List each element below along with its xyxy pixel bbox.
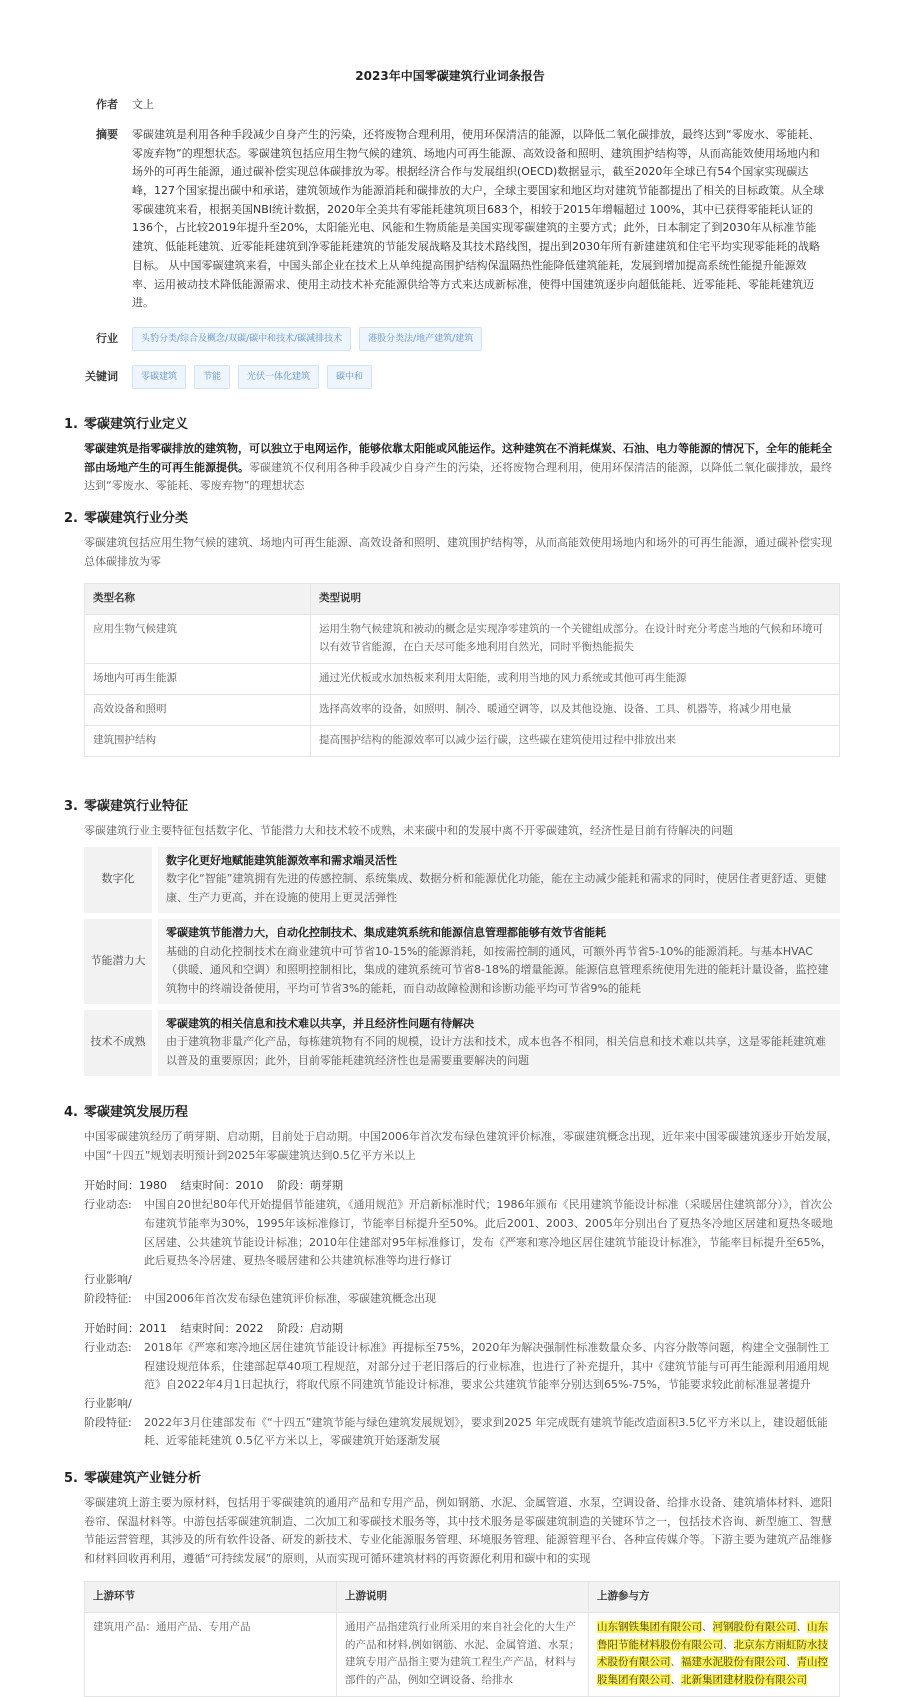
stage-dynamics bbox=[84, 1196, 840, 1271]
section-title: 零碳建筑行业定义 bbox=[84, 417, 189, 432]
upstream-link: 建筑用产品：通用产品、专用产品 bbox=[85, 1612, 337, 1696]
participant-company[interactable]: 山东钢铁集团有限公司 bbox=[597, 1620, 702, 1633]
stage-header bbox=[84, 1177, 840, 1196]
table-row bbox=[85, 615, 840, 664]
industry-tag[interactable]: 港股分类法/地产建筑/建筑 bbox=[359, 327, 482, 351]
section-title: 零碳建筑产业链分析 bbox=[84, 1471, 202, 1486]
feature-desc bbox=[158, 1010, 840, 1076]
history-body bbox=[84, 1128, 840, 1451]
section-number: 2. bbox=[64, 511, 78, 526]
stage-header bbox=[84, 1320, 840, 1339]
chain-text: 零碳建筑上游主要为原材料，包括用于零碳建筑的通用产品和专用产品，例如钢筋、水泥、金属管道、水泵，空调设备、给排水设备、建筑墙体材料、遮阳卷帘、保温材料等。中游包括零碳建筑制造、二次加工和零碳技术服务等，其中技术服务是零碳建筑制造的关键环节之一，包括技术咨询、新型施工、智慧节能运营管理，其涉及的所有软件设备、研发的新技术、专业化能源服务管理、环境服务管理、能源管理平台、各种宣传媒介等。下游主要为建筑产品维修和材料回收再利用，遵循“可持续发展”的原则，从而实现可循环建筑材料的再资源化利用和碳中和的实现 bbox=[84, 1496, 832, 1566]
type-desc: 通过光伏板或水加热板来利用太阳能，或利用当地的风力系统或其他可再生能源 bbox=[311, 664, 840, 695]
section-features bbox=[64, 796, 840, 1076]
feature-name: 技术不成熟 bbox=[84, 1010, 152, 1076]
classification-table bbox=[84, 583, 840, 756]
upstream-table bbox=[84, 1581, 840, 1697]
author-label: 作者 bbox=[96, 98, 118, 111]
feature-item bbox=[84, 847, 840, 913]
stage-feature bbox=[84, 1290, 840, 1309]
table-header-row bbox=[85, 1581, 840, 1612]
abstract-label: 摘要 bbox=[96, 128, 118, 141]
upstream-participants: 山东钢铁集团有限公司、河钢股份有限公司、山东鲁阳节能材料股份有限公司、北京东方雨虹防水技术股份有限公司、福建水泥股份有限公司、青山控股集团有限公司、北新集团建材股份有限公司 bbox=[589, 1612, 840, 1696]
definition-text bbox=[84, 440, 840, 496]
section-heading bbox=[64, 1468, 840, 1490]
type-name: 建筑围护结构 bbox=[85, 725, 311, 756]
section-number: 4. bbox=[64, 1105, 78, 1120]
industry-tag[interactable]: 头豹分类/综合及概念/双碳/碳中和技术/碳减排技术 bbox=[132, 327, 351, 351]
table-row bbox=[85, 664, 840, 695]
section-heading bbox=[64, 414, 840, 436]
section-industry-chain bbox=[64, 1468, 840, 1697]
keyword-tags bbox=[132, 365, 372, 389]
definition-bold: 零碳建筑是指零碳排放的建筑物，可以独立于电网运作，能够依靠太阳能或风能运作。这种建筑在不消耗煤炭、石油、电力等能源的情况下，全年的能耗全部由场地产生的可再生能源提供。 bbox=[84, 442, 832, 474]
feature-item bbox=[84, 1010, 840, 1076]
stage-dynamics-text: 中国自20世纪80年代开始提倡节能建筑，《通用规范》开启新标准时代；1986年颁布《民用建筑节能设计标准（采暖居住建筑部分）》，首次公布建筑节能率为30%，1995年该标准修订，节能率目标提升至50%。此后2001、2003、2005年分别出台了夏热冬冷地区居建和夏热冬暖地区居建、公共建筑节能设计标准；2010年住建部对95年标准修订，发布《严寒和寒冷地区居住建筑节能设计标准》，节能率目标提升至65%，此后夏热冬冷居建、夏热冬暖居建和公共建筑标准等均进行修订 bbox=[144, 1198, 833, 1268]
section-classification bbox=[64, 508, 840, 757]
stage-label: 阶段特征: bbox=[84, 1415, 132, 1429]
industry-tags bbox=[132, 327, 482, 351]
column-header: 类型名称 bbox=[85, 584, 311, 615]
section-definition bbox=[64, 414, 840, 496]
author-row bbox=[78, 96, 154, 115]
section-heading bbox=[64, 796, 840, 818]
stage-start: 开始时间：1980 bbox=[84, 1179, 167, 1193]
features-text: 零碳建筑行业主要特征包括数字化、节能潜力大和技术较不成熟，未来碳中和的发展中离不开零碳建筑，经济性是目前有待解决的问题 bbox=[84, 824, 733, 838]
stage-block bbox=[84, 1177, 840, 1308]
feature-name: 节能潜力大 bbox=[84, 919, 152, 1004]
abstract-text: 零碳建筑是利用各种手段减少自身产生的污染，还将废物合理利用，使用环保清洁的能源，以降低二氧化碳排放，最终达到“零废水、零能耗、零废弃物”的理想状态。零碳建筑包括应用生物气候的建筑、场地内可再生能源、高效设备和照明、建筑围护结构等，从而高能效使用场地内和场外的可再生能源，通过碳补偿实现总体碳排放为零。根据经济合作与发展组织(OECD)数据显示，截至2020年全球已有54个国家实现碳达峰，127个国家提出碳中和承诺，建筑领域作为能源消耗和碳排放的大户，全球主要国家和地区均对建筑节能都提出了相关的目标政策。从全球零碳建筑来看，根据美国NBI统计数据，2020年全美共有零能耗建筑项目683个，相较于2015年增幅超过 100%，其中已获得零能耗认证的136个，占比较2019年提升至20%，太阳能光电、风能和生物质能是美国实现零碳建筑的主要方式；此外，日本制定了到2030年从标准节能建筑、低能耗建筑、近零能耗建筑到净零能耗建筑的节能发展战略及其技术路线图，提出到2030年所有新建建筑和住宅平均实现零能耗的战略目标。 从中国零碳建筑来看，中国头部企业在技术上从单纯提高围护结构保温隔热性能降低建筑能耗，发展到增加提高系统性能提升能源效率、运用被动技术降低能源需求、使用主动技术补充能源供给等方式来达成新标准，使得中国建筑逐步向超低能耗、近零能耗、零能耗建筑迈进。 bbox=[132, 128, 824, 310]
column-header: 上游说明 bbox=[337, 1581, 589, 1612]
classification-body bbox=[84, 534, 840, 756]
participant-company[interactable]: 北京东方雨虹防水技术股份有限公司 bbox=[597, 1638, 828, 1669]
section-heading bbox=[64, 1102, 840, 1124]
stage-label: 行业影响/ bbox=[84, 1397, 132, 1411]
section-heading bbox=[64, 508, 840, 530]
stage-label: 阶段特征: bbox=[84, 1291, 132, 1305]
stage-phase: 阶段：萌芽期 bbox=[277, 1179, 343, 1193]
stage-label: 行业动态: bbox=[84, 1340, 132, 1354]
stage-dynamics bbox=[84, 1339, 840, 1395]
stage-block bbox=[84, 1320, 840, 1451]
feature-headline: 零碳建筑的相关信息和技术难以共享，并且经济性问题有待解决 bbox=[166, 1016, 474, 1030]
table-row bbox=[85, 725, 840, 756]
feature-headline: 数字化更好地赋能建筑能源效率和需求端灵活性 bbox=[166, 853, 397, 867]
stage-feature-text: 中国2006年首次发布绿色建筑评价标准，零碳建筑概念出现 bbox=[144, 1291, 436, 1305]
participant-company[interactable]: 北新集团建材股份有限公司 bbox=[681, 1674, 807, 1687]
section-title: 零碳建筑行业特征 bbox=[84, 799, 189, 814]
keyword-tag[interactable]: 零碳建筑 bbox=[132, 365, 186, 389]
table-row bbox=[85, 1612, 840, 1696]
stage-phase: 阶段：启动期 bbox=[277, 1322, 343, 1336]
keyword-tag[interactable]: 节能 bbox=[194, 365, 230, 389]
column-header: 上游参与方 bbox=[589, 1581, 840, 1612]
keyword-tag[interactable]: 光伏一体化建筑 bbox=[238, 365, 319, 389]
upstream-desc: 通用产品指建筑行业所采用的来自社会化的大生产的产品和材料,例如钢筋、水泥、金属管道、水泵；建筑专用产品指主要为建筑工程生产产品，材料与部件的产品，例如空调设备、给排水 bbox=[337, 1612, 589, 1696]
participant-company[interactable]: 山东鲁阳节能材料股份有限公司 bbox=[597, 1620, 828, 1651]
section-number: 3. bbox=[64, 799, 78, 814]
section-number: 1. bbox=[64, 417, 78, 432]
stage-label: 行业影响/ bbox=[84, 1272, 132, 1286]
stage-impact bbox=[84, 1395, 840, 1414]
industry-row bbox=[78, 327, 482, 351]
features-body bbox=[84, 822, 840, 1076]
history-text: 中国零碳建筑经历了萌芽期、启动期，目前处于启动期。中国2006年首次发布绿色建筑评价标准，零碳建筑概念出现，近年来中国零碳建筑逐步开始发展，中国“十四五”规划表明预计到2025年零碳建筑达到0.5亿平方米以上 bbox=[84, 1130, 838, 1162]
feature-item bbox=[84, 919, 840, 1004]
stage-feature-text: 2022年3月住建部发布《“十四五”建筑节能与绿色建筑发展规划》，要求到2025 年完成既有建筑节能改造面积3.5亿平方米以上，建设超低能耗、近零能耗建筑 0.5亿平方米以上，零碳建筑开始逐渐发展 bbox=[144, 1415, 828, 1448]
author-value: 文上 bbox=[132, 98, 154, 111]
abstract-row bbox=[78, 126, 827, 313]
type-desc: 运用生物气候建筑和被动的概念是实现净零建筑的一个关键组成部分。在设计时充分考虑当地的气候和环境可以有效节省能源，在白天尽可能多地利用自然光，同时平衡热能损失 bbox=[311, 615, 840, 664]
stage-feature bbox=[84, 1414, 840, 1451]
participant-company[interactable]: 河钢股份有限公司 bbox=[712, 1620, 797, 1633]
column-header: 上游环节 bbox=[85, 1581, 337, 1612]
table-row bbox=[85, 694, 840, 725]
classification-text: 零碳建筑包括应用生物气候的建筑、场地内可再生能源、高效设备和照明、建筑围护结构等，从而高能效使用场地内和场外的可再生能源，通过碳补偿实现总体碳排放为零 bbox=[84, 536, 832, 568]
feature-headline: 零碳建筑节能潜力大，自动化控制技术、集成建筑系统和能源信息管理都能够有效节省能耗 bbox=[166, 925, 606, 939]
section-history bbox=[64, 1102, 840, 1451]
type-name: 场地内可再生能源 bbox=[85, 664, 311, 695]
type-desc: 选择高效率的设备，如照明、制冷、暖通空调等，以及其他设施、设备、工具、机器等，将减少用电量 bbox=[311, 694, 840, 725]
feature-desc bbox=[158, 919, 840, 1004]
feature-detail: 数字化“智能”建筑拥有先进的传感控制、系统集成、数据分析和能源优化功能，能在主动减少能耗和需求的同时，使居住者更舒适、更健康、生产力更高，并在设施的使用上更灵活弹性 bbox=[166, 872, 827, 905]
stage-dynamics-text: 2018年《严寒和寒冷地区居住建筑节能设计标准》再提标至75%，2020年为解决强制性标准数量众多、内容分散等问题，构建全文强制性工程建设规范体系，住建部起草40项工程规范，对部分过于老旧落后的行业标准，也进行了补充提升，其中《建筑节能与可再生能源利用通用规范》自2022年4月1日起执行，将取代原不同建筑节能设计标准，要求公共建筑节能率分别达到65%-75%，节能要求较此前标准显著提升 bbox=[144, 1340, 830, 1392]
keywords-label: 关键词 bbox=[85, 369, 118, 383]
definition-rest: 零碳建筑不仅利用各种手段减少自身产生的污染，还将废物合理利用，使用环保清洁的能源，以降低二氧化碳排放，最终达到“零废水、零能耗、零废弃物”的理想状态 bbox=[84, 460, 832, 493]
column-header: 类型说明 bbox=[311, 584, 840, 615]
keywords-row bbox=[78, 365, 372, 389]
stage-impact bbox=[84, 1271, 840, 1290]
feature-detail: 基础的自动化控制技术在商业建筑中可节省10-15%的能源消耗，如按需控制的通风，可额外再节省5-10%的能源消耗。与基本HVAC（供暖、通风和空调）和照明控制相比，集成的建筑系统可节省8-18%的增量能源。能源信息管理系统使用先进的能耗计量设备，监控建筑物中的终端设备使用，平均可节省3%的能耗，而自动故障检测和诊断功能平均可节省9%的能耗 bbox=[166, 944, 829, 995]
chain-body bbox=[84, 1494, 840, 1697]
participant-company[interactable]: 福建水泥股份有限公司 bbox=[681, 1656, 786, 1669]
stage-start: 开始时间：2011 bbox=[84, 1322, 167, 1336]
type-name: 应用生物气候建筑 bbox=[85, 615, 311, 664]
type-desc: 提高围护结构的能源效率可以减少运行碳，这些碳在建筑使用过程中排放出来 bbox=[311, 725, 840, 756]
type-name: 高效设备和照明 bbox=[85, 694, 311, 725]
keyword-tag[interactable]: 碳中和 bbox=[327, 365, 372, 389]
feature-name: 数字化 bbox=[84, 847, 152, 913]
stage-label: 行业动态: bbox=[84, 1198, 132, 1212]
report-title: 2023年中国零碳建筑行业词条报告 bbox=[355, 69, 545, 83]
industry-label: 行业 bbox=[96, 331, 118, 345]
feature-desc bbox=[158, 847, 840, 913]
stage-end: 结束时间：2010 bbox=[180, 1179, 264, 1193]
feature-detail: 由于建筑物非量产化产品，每栋建筑物有不同的规模，设计方法和技术，成本也各不相同，相关信息和技术难以共享，这是零能耗建筑难以普及的重要原因；此外，目前零能耗建筑经济性也是需要重要解决的问题 bbox=[166, 1035, 826, 1067]
section-number: 5. bbox=[64, 1471, 78, 1486]
stage-end: 结束时间：2022 bbox=[180, 1322, 264, 1336]
table-header-row bbox=[85, 584, 840, 615]
section-title: 零碳建筑行业分类 bbox=[84, 511, 189, 526]
participant-company[interactable]: 青山控股集团有限公司 bbox=[597, 1656, 828, 1687]
section-title: 零碳建筑发展历程 bbox=[84, 1105, 189, 1120]
